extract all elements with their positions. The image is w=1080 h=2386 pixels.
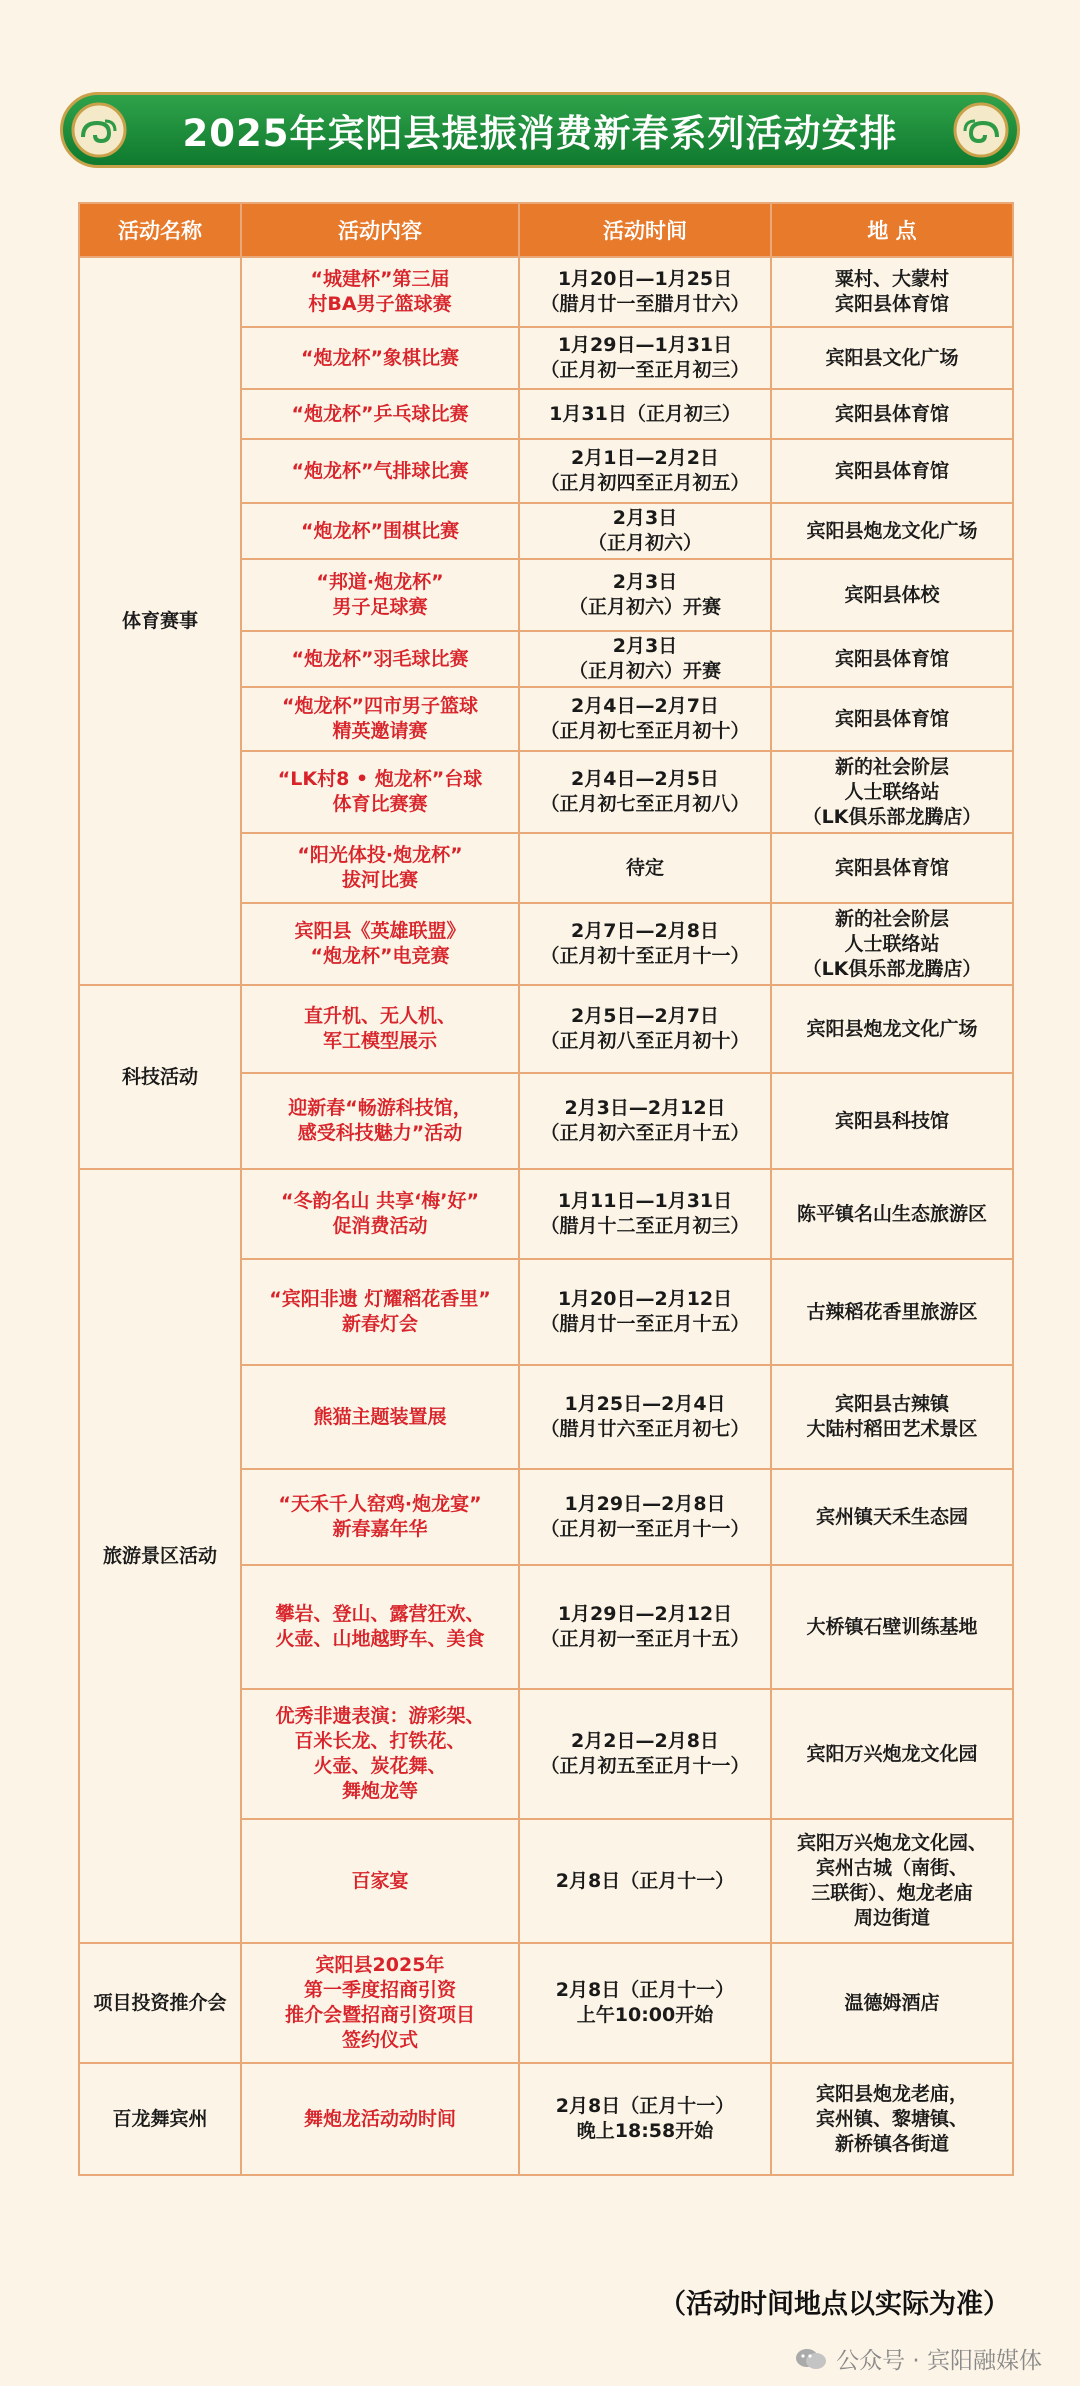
- activity-content: 宾阳县《英雄联盟》 “炮龙杯”电竞赛: [241, 903, 519, 985]
- table-row: [79, 1169, 1013, 1259]
- activity-content: “邦道·炮龙杯” 男子足球赛: [241, 559, 519, 631]
- activity-content: “阳光体投·炮龙杯” 拔河比赛: [241, 833, 519, 903]
- watermark: [794, 2342, 1042, 2375]
- cloud-ornament-icon: [67, 101, 131, 159]
- activity-location: 宾阳万兴炮龙文化园、 宾州古城（南街、 三联街）、炮龙老庙 周边街道: [771, 1819, 1013, 1943]
- activity-location: 宾阳县体育馆: [771, 687, 1013, 751]
- activity-content: 直升机、无人机、 军工模型展示: [241, 985, 519, 1073]
- activity-category: 旅游景区活动: [79, 1169, 241, 1943]
- activity-time: 2月7日—2月8日 （正月初十至正月十一）: [519, 903, 771, 985]
- activity-location: 新的社会阶层 人士联络站 （LK俱乐部龙腾店）: [771, 751, 1013, 833]
- activity-time: 2月5日—2月7日 （正月初八至正月初十）: [519, 985, 771, 1073]
- activity-time: 待定: [519, 833, 771, 903]
- table-row: [79, 257, 1013, 327]
- activity-location: 宾阳县炮龙老庙， 宾州镇、黎塘镇、 新桥镇各街道: [771, 2063, 1013, 2175]
- activity-time: 2月3日—2月12日 （正月初六至正月十五）: [519, 1073, 771, 1169]
- activity-content: “LK村8 • 炮龙杯”台球 体育比赛赛: [241, 751, 519, 833]
- activity-content: “天禾千人窑鸡·炮龙宴” 新春嘉年华: [241, 1469, 519, 1565]
- table-row: [79, 985, 1013, 1073]
- activity-location: 宾阳县科技馆: [771, 1073, 1013, 1169]
- activity-time: 2月8日（正月十一）: [519, 1819, 771, 1943]
- activity-location: 宾阳县体育馆: [771, 439, 1013, 503]
- activity-content: “炮龙杯”四市男子篮球 精英邀请赛: [241, 687, 519, 751]
- activity-location: 温德姆酒店: [771, 1943, 1013, 2063]
- table-header-row: [79, 203, 1013, 257]
- activity-location: 宾阳万兴炮龙文化园: [771, 1689, 1013, 1819]
- activity-location: 宾阳县体育馆: [771, 631, 1013, 687]
- activity-content: “炮龙杯”羽毛球比赛: [241, 631, 519, 687]
- activity-time: 2月8日（正月十一） 上午10:00开始: [519, 1943, 771, 2063]
- activity-content: “炮龙杯”乒乓球比赛: [241, 389, 519, 439]
- activity-content: “城建杯”第三届 村BA男子篮球赛: [241, 257, 519, 327]
- activity-content: 攀岩、登山、露营狂欢、 火壶、山地越野车、美食: [241, 1565, 519, 1689]
- header-activity-content: 活动内容: [241, 203, 519, 257]
- activity-location: 宾阳县古辣镇 大陆村稻田艺术景区: [771, 1365, 1013, 1469]
- cloud-ornament-icon: [949, 101, 1013, 159]
- activity-content: “炮龙杯”气排球比赛: [241, 439, 519, 503]
- activity-category: 项目投资推介会: [79, 1943, 241, 2063]
- activity-time: 2月4日—2月5日 （正月初七至正月初八）: [519, 751, 771, 833]
- activity-content: “炮龙杯”围棋比赛: [241, 503, 519, 559]
- activity-location: 宾阳县体育馆: [771, 389, 1013, 439]
- activity-time: 2月3日 （正月初六）开赛: [519, 631, 771, 687]
- wechat-icon: [794, 2347, 828, 2371]
- page-title: 2025年宾阳县提振消费新春系列活动安排: [182, 112, 898, 155]
- activity-time: 2月4日—2月7日 （正月初七至正月初十）: [519, 687, 771, 751]
- table-row: [79, 2063, 1013, 2175]
- activity-location: 宾阳县体育馆: [771, 833, 1013, 903]
- activity-location: 宾阳县炮龙文化广场: [771, 985, 1013, 1073]
- activity-content: 熊猫主题装置展: [241, 1365, 519, 1469]
- activity-content: 舞炮龙活动动时间: [241, 2063, 519, 2175]
- activity-location: 大桥镇石壁训练基地: [771, 1565, 1013, 1689]
- activity-location: 古辣稻花香里旅游区: [771, 1259, 1013, 1365]
- activity-category: 体育赛事: [79, 257, 241, 985]
- activity-location: 宾州镇天禾生态园: [771, 1469, 1013, 1565]
- activity-content: 迎新春“畅游科技馆， 感受科技魅力”活动: [241, 1073, 519, 1169]
- footnote: （活动时间地点以实际为准）: [659, 2289, 1010, 2320]
- activity-time: 1月25日—2月4日 （腊月廿六至正月初七）: [519, 1365, 771, 1469]
- watermark-text: 公众号 · 宾阳融媒体: [836, 2348, 1042, 2374]
- activity-location: 陈平镇名山生态旅游区: [771, 1169, 1013, 1259]
- activity-time: 2月3日 （正月初六）: [519, 503, 771, 559]
- activity-time: 2月1日—2月2日 （正月初四至正月初五）: [519, 439, 771, 503]
- activity-content: 优秀非遗表演：游彩架、 百米长龙、打铁花、 火壶、炭花舞、 舞炮龙等: [241, 1689, 519, 1819]
- header-activity-name: 活动名称: [79, 203, 241, 257]
- header-activity-time: 活动时间: [519, 203, 771, 257]
- activity-content: “冬韵名山 共享‘梅’好” 促消费活动: [241, 1169, 519, 1259]
- header-location: 地 点: [771, 203, 1013, 257]
- activity-time: 2月2日—2月8日 （正月初五至正月十一）: [519, 1689, 771, 1819]
- title-banner: [60, 92, 1020, 168]
- table-row: [79, 1943, 1013, 2063]
- activity-location: 新的社会阶层 人士联络站 （LK俱乐部龙腾店）: [771, 903, 1013, 985]
- activity-time: 2月3日 （正月初六）开赛: [519, 559, 771, 631]
- activity-location: 宾阳县文化广场: [771, 327, 1013, 389]
- activity-category: 百龙舞宾州: [79, 2063, 241, 2175]
- activity-time: 1月11日—1月31日 （腊月十二至正月初三）: [519, 1169, 771, 1259]
- activity-location: 粟村、大蒙村 宾阳县体育馆: [771, 257, 1013, 327]
- schedule-table: [78, 202, 1014, 2176]
- activity-time: 2月8日（正月十一） 晚上18:58开始: [519, 2063, 771, 2175]
- activity-time: 1月20日—1月25日 （腊月廿一至腊月廿六）: [519, 257, 771, 327]
- activity-content: “宾阳非遗 灯耀稻花香里” 新春灯会: [241, 1259, 519, 1365]
- activity-time: 1月29日—2月8日 （正月初一至正月十一）: [519, 1469, 771, 1565]
- activity-time: 1月29日—1月31日 （正月初一至正月初三）: [519, 327, 771, 389]
- activity-time: 1月31日（正月初三）: [519, 389, 771, 439]
- activity-category: 科技活动: [79, 985, 241, 1169]
- activity-time: 1月20日—2月12日 （腊月廿一至正月十五）: [519, 1259, 771, 1365]
- activity-location: 宾阳县体校: [771, 559, 1013, 631]
- activity-content: 百家宴: [241, 1819, 519, 1943]
- activity-time: 1月29日—2月12日 （正月初一至正月十五）: [519, 1565, 771, 1689]
- activity-content: 宾阳县2025年 第一季度招商引资 推介会暨招商引资项目 签约仪式: [241, 1943, 519, 2063]
- activity-location: 宾阳县炮龙文化广场: [771, 503, 1013, 559]
- activity-content: “炮龙杯”象棋比赛: [241, 327, 519, 389]
